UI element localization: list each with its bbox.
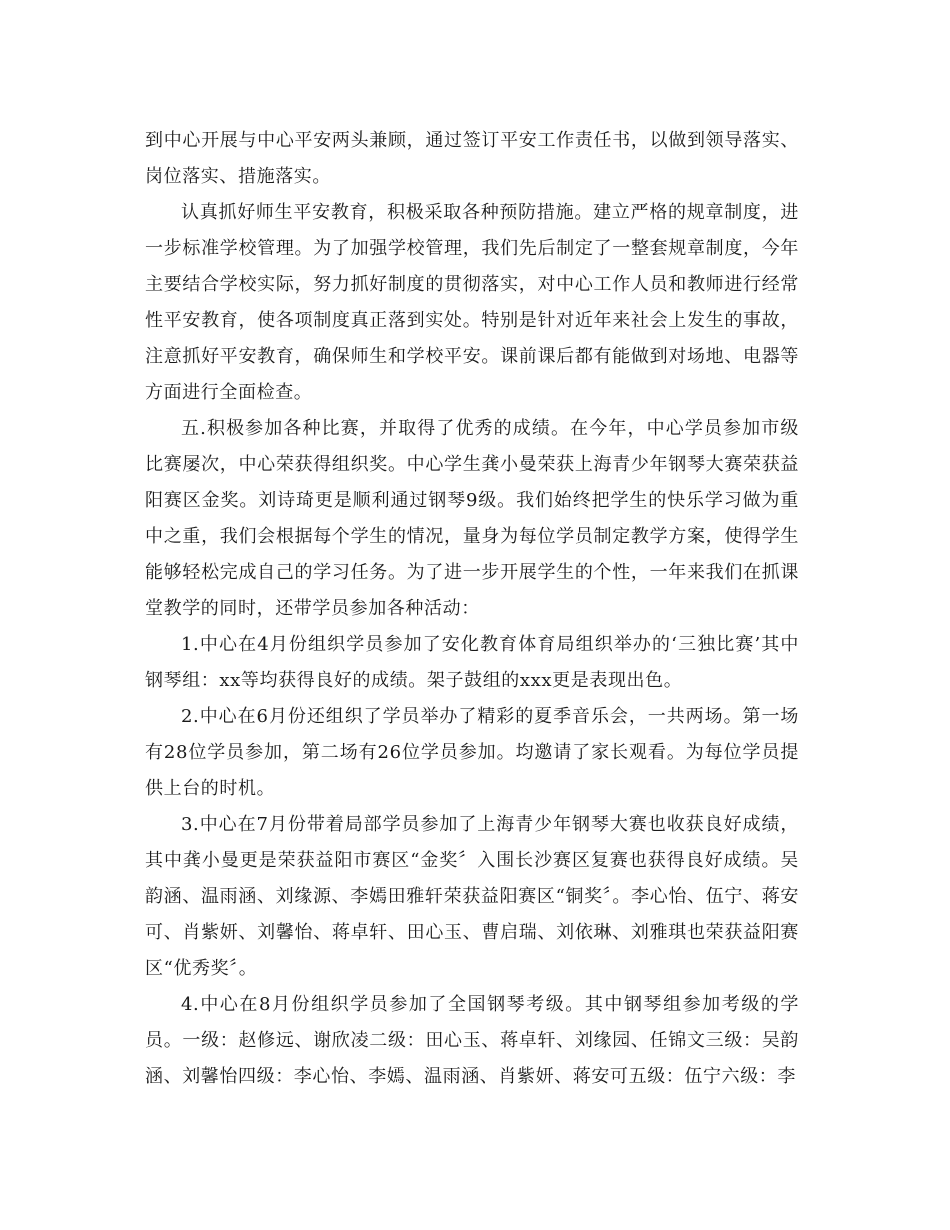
paragraph-activity-2: 2.中心在6月份还组织了学员举办了精彩的夏季音乐会，一共两场。第一场有28位学员参加，第二场有26位学员参加。均邀请了家长观看。为每位学员提供上台的时机。 xyxy=(145,706,799,799)
paragraph-activity-1: 1.中心在4月份组织学员参加了安化教育体育局组织举办的‘三独比赛’其中钢琴组：xx等均获得良好的成绩。架子鼓组的xxx更是表现出色。 xyxy=(145,634,799,691)
paragraph-activity-3: 3.中心在7月份带着局部学员参加了上海青少年钢琴大赛也收获良好成绩，其中龚小曼更是荣获益阳市赛区“金奖〞入围长沙赛区复赛也获得良好成绩。吴韵涵、温雨涵、刘缘源、李嫣田雅轩荣获益阳赛区“铜奖〞。李心怡、伍宁、蒋安可、肖紫妍、刘馨怡、蒋卓轩、田心玉、曹启瑞、刘依琳、刘雅琪也荣获益阳赛区“优秀奖〞。 xyxy=(145,814,799,979)
paragraph-safety-responsibility: 到中心开展与中心平安两头兼顾，通过签订平安工作责任书，以做到领导落实、岗位落实、措施落实。 xyxy=(145,130,799,187)
paragraph-activity-4: 4.中心在8月份组织学员参加了全国钢琴考级。其中钢琴组参加考级的学员。一级：赵修远、谢欣凌二级：田心玉、蒋卓轩、刘缘园、任锦文三级：吴韵涵、刘馨怡四级：李心怡、李嫣、温雨涵、肖紫妍、蒋安可五级：伍宁六级：李 xyxy=(145,994,799,1087)
paragraph-safety-education: 认真抓好师生平安教育，积极采取各种预防措施。建立严格的规章制度，进一步标准学校管理。为了加强学校管理，我们先后制定了一整套规章制度，今年主要结合学校实际，努力抓好制度的贯彻落实，对中心工作人员和教师进行经常性平安教育，使各项制度真正落到实处。特别是针对近年来社会上发生的事故，注意抓好平安教育，确保师生和学校平安。课前课后都有能做到对场地、电器等方面进行全面检查。 xyxy=(145,202,799,403)
paragraph-competitions: 五.积极参加各种比赛，并取得了优秀的成绩。在今年，中心学员参加市级比赛屡次，中心荣获得组织奖。中心学生龚小曼荣获上海青少年钢琴大赛荣获益阳赛区金奖。刘诗琦更是顺利通过钢琴9级。我们始终把学生的快乐学习做为重中之重，我们会根据每个学生的情况，量身为每位学员制定教学方案，使得学生能够轻松完成自己的学习任务。为了进一步开展学生的个性，一年来我们在抓课堂教学的同时，还带学员参加各种活动： xyxy=(145,418,799,619)
document-body xyxy=(145,123,799,1095)
